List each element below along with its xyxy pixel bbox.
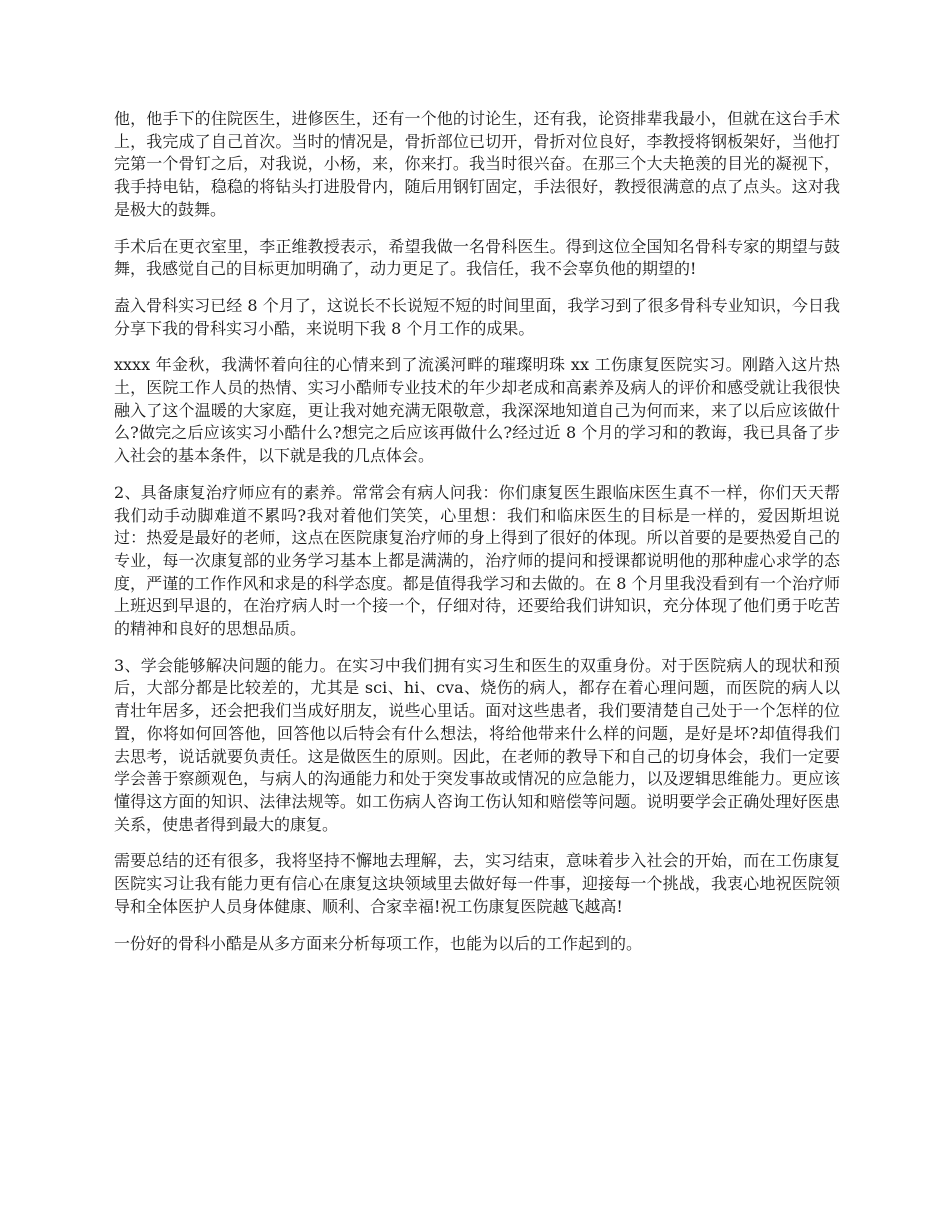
paragraph-surgery-experience: 他，他手下的住院医生，进修医生，还有一个他的讨论生，还有我，论资排辈我最小，但就在这台手术上，我完成了自己首次。当时的情况是，骨折部位已切开，骨折对位良好，李教授将钢板架好，当他打完第一个骨钉之后，对我说，小杨，来，你来打。我当时很兴奋。在那三个大夫艳羡的目光的凝视下，我手持电钻，稳稳的将钻头打进股骨内，随后用钢钉固定，手法很好，教授很满意的点了点头。这对我是极大的鼓舞。 <box>114 109 840 219</box>
paragraph-professor-encouragement: 手术后在更衣室里，李正维教授表示，希望我做一名骨科医生。得到这位全国知名骨科专家的期望与鼓舞，我感觉自己的目标更加明确了，动力更足了。我信任，我不会辜负他的期望的! <box>114 236 840 279</box>
document-body <box>114 108 840 969</box>
paragraph-closing: 一份好的骨科小酷是从多方面来分析每项工作，也能为以后的工作起到的。 <box>114 933 643 953</box>
paragraph-conclusion: 需要总结的还有很多，我将坚持不懈地去理解，去，实习结束，意味着步入社会的开始，而在工伤康复医院实习让我有能力更有信心在康复这块领域里去做好每一件事，迎接每一个挑战，我衷心地祝医院领导和全体医护人员身体健康、顺利、合家幸福!祝工伤康复医院越飞越高! <box>114 851 840 916</box>
paragraph-point-3: 3、学会能够解决问题的能力。在实习中我们拥有实习生和医生的双重身份。对于医院病人的现状和预后，大部分都是比较差的，尤其是 sci、hi、cva、烧伤的病人，都存在着心理问题，而医院的病人以青壮年居多，还会把我们当成好朋友，说些心里话。面对这些患者，我们要清楚自己处于一个怎样的位置，你将如何回答他，回答他以后特会有什么想法，将给他带来什么样的问题，是好是坏?却值得我们去思考，说话就要负责任。这是做医生的原则。因此，在老师的教导下和自己的切身体会，我们一定要学会善于察颜观色，与病人的沟通能力和处于突发事故或情况的应急能力，以及逻辑思维能力。更应该懂得这方面的知识、法律法规等。如工伤病人咨询工伤认知和赔偿等问题。说明要学会正确处理好医患关系，使患者得到最大的康复。 <box>114 655 840 834</box>
paragraph-point-2: 2、具备康复治疗师应有的素养。常常会有病人问我：你们康复医生跟临床医生真不一样，你们天天帮我们动手动脚难道不累吗?我对着他们笑笑，心里想：我们和临床医生的目标是一样的，爱因斯坦说过：热爱是最好的老师，这点在医院康复治疗师的身上得到了很好的体现。所以首要的是要热爱自己的专业，每一次康复部的业务学习基本上都是满满的，治疗师的提问和授课都说明他的那种虚心求学的态度，严谨的工作作风和求是的科学态度。都是值得我学习和去做的。在 8 个月里我没看到有一个治疗师上班迟到早退的，在治疗病人时一个接一个，仔细对待，还要给我们讲知识，充分体现了他们勇于吃苦的精神和良好的思想品质。 <box>114 482 840 639</box>
paragraph-internship-duration: 盍入骨科实习已经 8 个月了，这说长不长说短不短的时间里面，我学习到了很多骨科专业知识，今日我分享下我的骨科实习小酷，来说明下我 8 个月工作的成果。 <box>114 295 840 338</box>
paragraph-arrival: xxxx 年金秋，我满怀着向往的心情来到了流溪河畔的璀璨明珠 xx 工伤康复医院实习。刚踏入这片热土，医院工作人员的热情、实习小酷师专业技术的年少却老成和高素养及病人的评价和感受就让我很快融入了这个温暖的大家庭，更让我对她充满无限敬意，我深深地知道自己为何而来，来了以后应该做什么?做完之后应该实习小酷什么?想完之后应该再做什么?经过近 8 个月的学习和的教诲，我已具备了步入社会的基本条件，以下就是我的几点体会。 <box>114 355 840 466</box>
